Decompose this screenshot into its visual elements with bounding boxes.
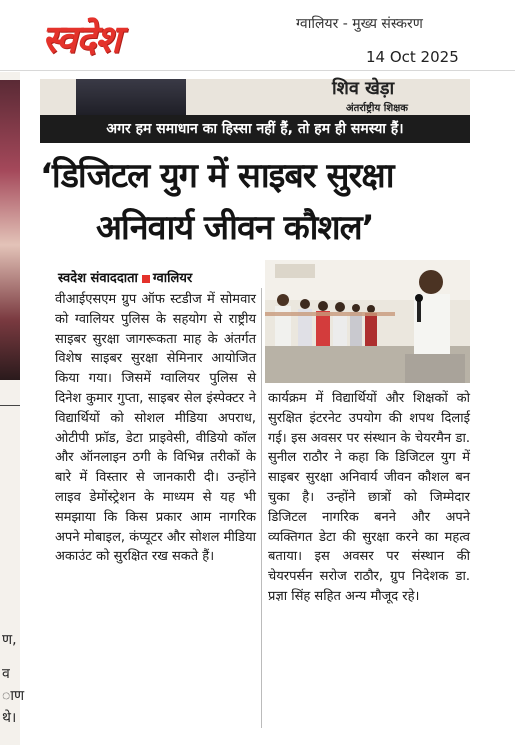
edition-date: 14 Oct 2025: [366, 48, 459, 66]
masthead-logo: [42, 12, 264, 66]
article-column-left: [55, 290, 256, 567]
headline-line-2: अनिवार्य जीवन कौशल’: [96, 208, 374, 248]
headline-line-1: ‘डिजिटल युग में साइबर सुरक्षा: [40, 156, 394, 196]
article-photo-illustration: [265, 260, 470, 383]
byline-square-icon: [142, 275, 150, 283]
quote-author-title: अंतर्राष्ट्रीय शिक्षक: [346, 103, 408, 114]
article-text-right: कार्यक्रम में विद्यार्थियों और शिक्षकों को सुरक्षित इंटरनेट उपयोग की शपथ दिलाई गई। इस अवसर पर संस्थान के चेयरमैन डा. सुनील राठौर ने कहा कि डिजिटल युग में साइबर सुरक्षा अनिवार्य जीवन कौशल बन चुका है। उन्होंने छात्रों को जिम्मेदार डिजिटल नागरिक बनने और अपने व्यक्तिगत डेटा की सुरक्षा करने का महत्व बताया। इस अवसर पर संस्थान की चेयरपर्सन सरोज राठौर, ग्रुप निदेशक डा. प्रज्ञा सिंह सहित अन्य मौजूद रहे।: [268, 391, 470, 604]
quote-author-name: शिव खेड़ा: [332, 78, 395, 99]
quote-text: अगर हम समाधान का हिस्सा नहीं हैं, तो हम ही समस्या हैं।: [106, 121, 404, 137]
logo-text: स्वदेश: [42, 17, 120, 61]
left-crop-text-2: व: [2, 666, 10, 682]
byline-place: ग्वालियर: [152, 271, 193, 286]
article-byline: [58, 268, 192, 286]
edition-label: ग्वालियर - मुख्य संस्करण: [296, 16, 423, 32]
article-column-right: [268, 389, 470, 607]
left-crop-text-1: ण,: [2, 632, 17, 648]
left-crop-divider: [0, 405, 20, 406]
header-divider: [0, 70, 515, 71]
article-photo: [265, 260, 470, 383]
column-divider: [261, 288, 262, 728]
byline-source: स्वदेश संवाददाता: [58, 271, 138, 286]
left-crop-text-4: थे।: [2, 710, 17, 726]
article-text-left: वीआईएसएम ग्रुप ऑफ स्टडीज में सोमवार को ग्वालियर पुलिस के सहयोग से राष्ट्रीय साइबर सुरक्षा जागरूकता माह के अंतर्गत विशेष साइबर सुरक्षा सेमिनार आयोजित किया गया। जिसमें ग्वालियर पुलिस से दिनेश कुमार गुप्ता, साइबर सेल इंस्पेक्टर ने विद्यार्थियों को सोशल मीडिया अपराध, ओटीपी फ्रॉड, डेटा प्राइवेसी, वीडियो कॉल और ऑनलाइन ठगी के विभिन्न तरीकों के बारे में विस्तार से जानकारी दी। उन्होंने लाइव डेमोंस्ट्रेशन के माध्यम से यह भी समझाया कि किस प्रकार आम नागरिक अपने मोबाइल, कंप्यूटर और सोशल मीडिया अकाउंट को सुरक्षित रख सकते हैं।: [55, 292, 256, 565]
left-crop-text-3: ाण: [2, 688, 25, 704]
quote-author-photo: [76, 79, 186, 115]
left-crop-photo: [0, 80, 20, 380]
article-headline: [40, 150, 480, 254]
